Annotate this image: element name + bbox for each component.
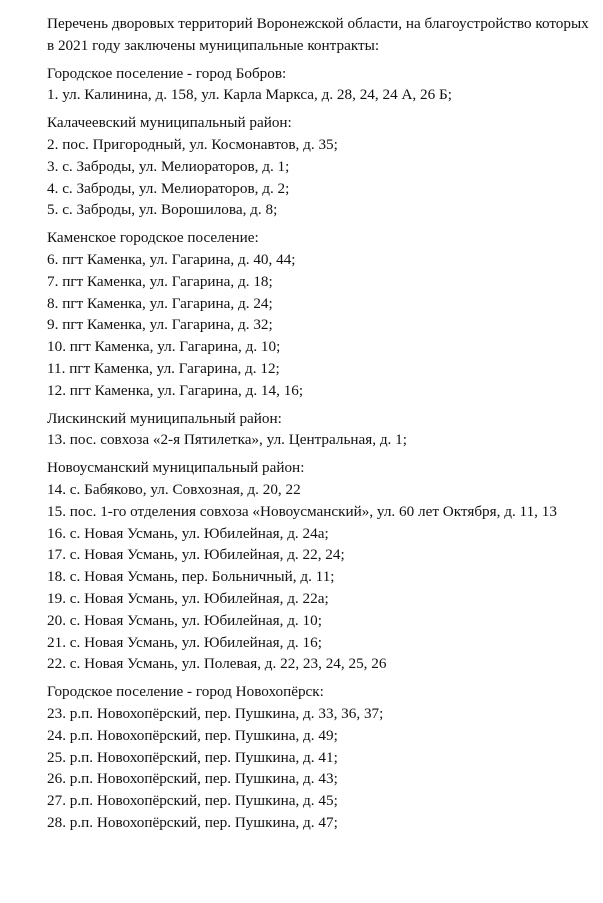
list-item: 28. р.п. Новохопёрский, пер. Пушкина, д. 47;: [47, 813, 338, 831]
section-novousmansky: [47, 457, 595, 675]
document-intro: Перечень дворовых территорий Воронежской области, на благоустройство которых в 2021 году заключены муниципальные контракты:: [47, 15, 589, 54]
list-item: 16. с. Новая Усмань, ул. Юбилейная, д. 24а;: [47, 524, 329, 542]
section-title: Лискинский муниципальный район:: [47, 409, 282, 427]
section-bobrov: [47, 63, 595, 107]
list-item: 22. с. Новая Усмань, ул. Полевая, д. 22, 23, 24, 25, 26: [47, 655, 387, 673]
list-item: 4. с. Заброды, ул. Мелиораторов, д. 2;: [47, 179, 290, 197]
list-item: 15. пос. 1-го отделения совхоза «Новоусманский», ул. 60 лет Октября, д. 11, 13: [47, 502, 557, 520]
list-item: 21. с. Новая Усмань, ул. Юбилейная, д. 16;: [47, 633, 322, 651]
list-item: 18. с. Новая Усмань, пер. Больничный, д. 11;: [47, 568, 335, 586]
list-item: 1. ул. Калинина, д. 158, ул. Карла Маркса, д. 28, 24, 24 А, 26 Б;: [47, 86, 452, 104]
list-item: 24. р.п. Новохопёрский, пер. Пушкина, д. 49;: [47, 726, 338, 744]
section-kalacheevsky: [47, 112, 595, 221]
list-item: 6. пгт Каменка, ул. Гагарина, д. 40, 44;: [47, 250, 296, 268]
list-item: 12. пгт Каменка, ул. Гагарина, д. 14, 16;: [47, 381, 304, 399]
list-item: 9. пгт Каменка, ул. Гагарина, д. 32;: [47, 316, 273, 334]
list-item: 5. с. Заброды, ул. Ворошилова, д. 8;: [47, 201, 278, 219]
section-title: Новоусманский муниципальный район:: [47, 459, 305, 477]
list-item: 13. пос. совхоза «2-я Пятилетка», ул. Центральная, д. 1;: [47, 431, 407, 449]
list-item: 3. с. Заброды, ул. Мелиораторов, д. 1;: [47, 157, 290, 175]
list-item: 23. р.п. Новохопёрский, пер. Пушкина, д. 33, 36, 37;: [47, 704, 384, 722]
list-item: 7. пгт Каменка, ул. Гагарина, д. 18;: [47, 272, 273, 290]
section-title: Каменское городское поселение:: [47, 229, 259, 247]
list-item: 20. с. Новая Усмань, ул. Юбилейная, д. 10;: [47, 611, 322, 629]
list-item: 17. с. Новая Усмань, ул. Юбилейная, д. 22, 24;: [47, 546, 345, 564]
section-kamenskoe: [47, 227, 595, 401]
list-item: 27. р.п. Новохопёрский, пер. Пушкина, д. 45;: [47, 792, 338, 810]
list-item: 25. р.п. Новохопёрский, пер. Пушкина, д. 41;: [47, 748, 338, 766]
list-item: 2. пос. Пригородный, ул. Космонавтов, д. 35;: [47, 135, 338, 153]
list-item: 8. пгт Каменка, ул. Гагарина, д. 24;: [47, 294, 273, 312]
section-title: Городское поселение - город Бобров:: [47, 64, 287, 82]
list-item: 11. пгт Каменка, ул. Гагарина, д. 12;: [47, 359, 280, 377]
list-item: 10. пгт Каменка, ул. Гагарина, д. 10;: [47, 338, 281, 356]
list-item: 26. р.п. Новохопёрский, пер. Пушкина, д. 43;: [47, 770, 338, 788]
section-title: Калачеевский муниципальный район:: [47, 114, 292, 132]
document-body: [47, 13, 595, 840]
list-item: 14. с. Бабяково, ул. Совхозная, д. 20, 22: [47, 480, 301, 498]
list-item: 19. с. Новая Усмань, ул. Юбилейная, д. 22а;: [47, 589, 329, 607]
section-title: Городское поселение - город Новохопёрск:: [47, 683, 324, 701]
section-novokhopersk: [47, 681, 595, 834]
section-liskinsky: [47, 408, 595, 452]
